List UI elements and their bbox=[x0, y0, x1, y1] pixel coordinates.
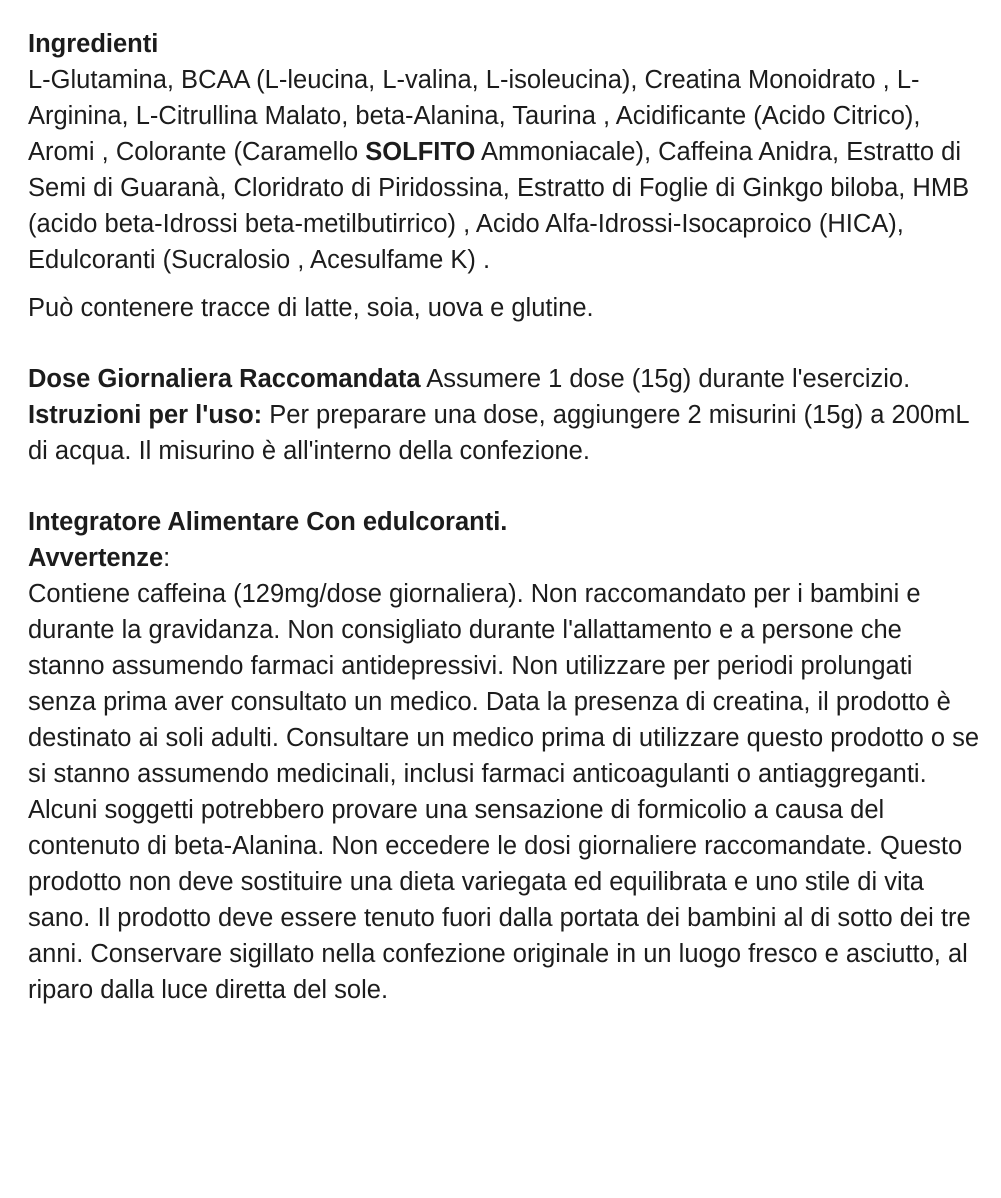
traces-notice: Può contenere tracce di latte, soia, uova e glutine. bbox=[28, 294, 594, 322]
ingredients-text-part-1: L-Glutamina, BCAA (L-leucina, L-valina, L-isoleucina), Creatina Monoidrato , L-Arginina, L-Citrullina Malato, beta-Alanina, Taurina , Acidificante (Acido Citrico), Aromi , Colorante (Caramello bbox=[28, 66, 921, 166]
dosage-paragraph bbox=[28, 361, 981, 469]
instructions-text: Per preparare una dose, aggiungere 2 misurini (15g) a 200mL di acqua. Il misurino è all'interno della confezione. bbox=[28, 401, 969, 465]
product-label-document bbox=[28, 26, 981, 1008]
allergen-highlight: SOLFITO bbox=[365, 138, 476, 166]
warnings-text: Contiene caffeina (129mg/dose giornaliera). Non raccomandato per i bambini e durante la gravidanza. Non consigliato durante l'allattamento e a persone che stanno assumendo farmaci antidepressivi. Non utilizzare per periodi prolungati senza prima aver consultato un medico. Data la presenza di creatina, il prodotto è destinato ai soli adulti. Consultare un medico prima di utilizzare questo prodotto o se si stanno assumendo medicinali, inclusi farmaci anticoagulanti o antiaggreganti. Alcuni soggetti potrebbero provare una sensazione di formicolio a causa del contenuto di beta-Alanina. Non eccedere le dosi giornaliere raccomandate. Questo prodotto non deve sostituire una dieta variegata ed equilibrata e uno stile di vita sano. Il prodotto deve essere tenuto fuori dalla portata dei bambini al di sotto dei tre anni. Conservare sigillato nella confezione originale in un luogo fresco e asciutto, al riparo dalla luce diretta del sole. bbox=[28, 580, 980, 1004]
ingredients-text-part-2: Ammoniacale), Caffeina Anidra, Estratto di Semi di Guaranà, Cloridrato di Piridossina, Estratto di Foglie di Ginkgo biloba, HMB (acido beta-Idrossi beta-metilbutirrico) , Acido Alfa-Idrossi-Isocaproico (HICA), Edulcoranti (Sucralosio , Acesulfame K) . bbox=[28, 138, 970, 274]
instructions-label: Istruzioni per l'uso: bbox=[28, 401, 263, 429]
ingredients-heading: Ingredienti bbox=[28, 30, 159, 58]
warnings-colon: : bbox=[163, 544, 171, 572]
warnings-label: Avvertenze bbox=[28, 544, 164, 572]
supplement-title: Integratore Alimentare Con edulcoranti. bbox=[28, 508, 508, 536]
dose-text: Assumere 1 dose (15g) durante l'esercizio. bbox=[420, 365, 911, 393]
warnings-heading bbox=[28, 540, 981, 576]
dose-label: Dose Giornaliera Raccomandata bbox=[28, 365, 421, 393]
ingredients-list bbox=[28, 62, 981, 278]
